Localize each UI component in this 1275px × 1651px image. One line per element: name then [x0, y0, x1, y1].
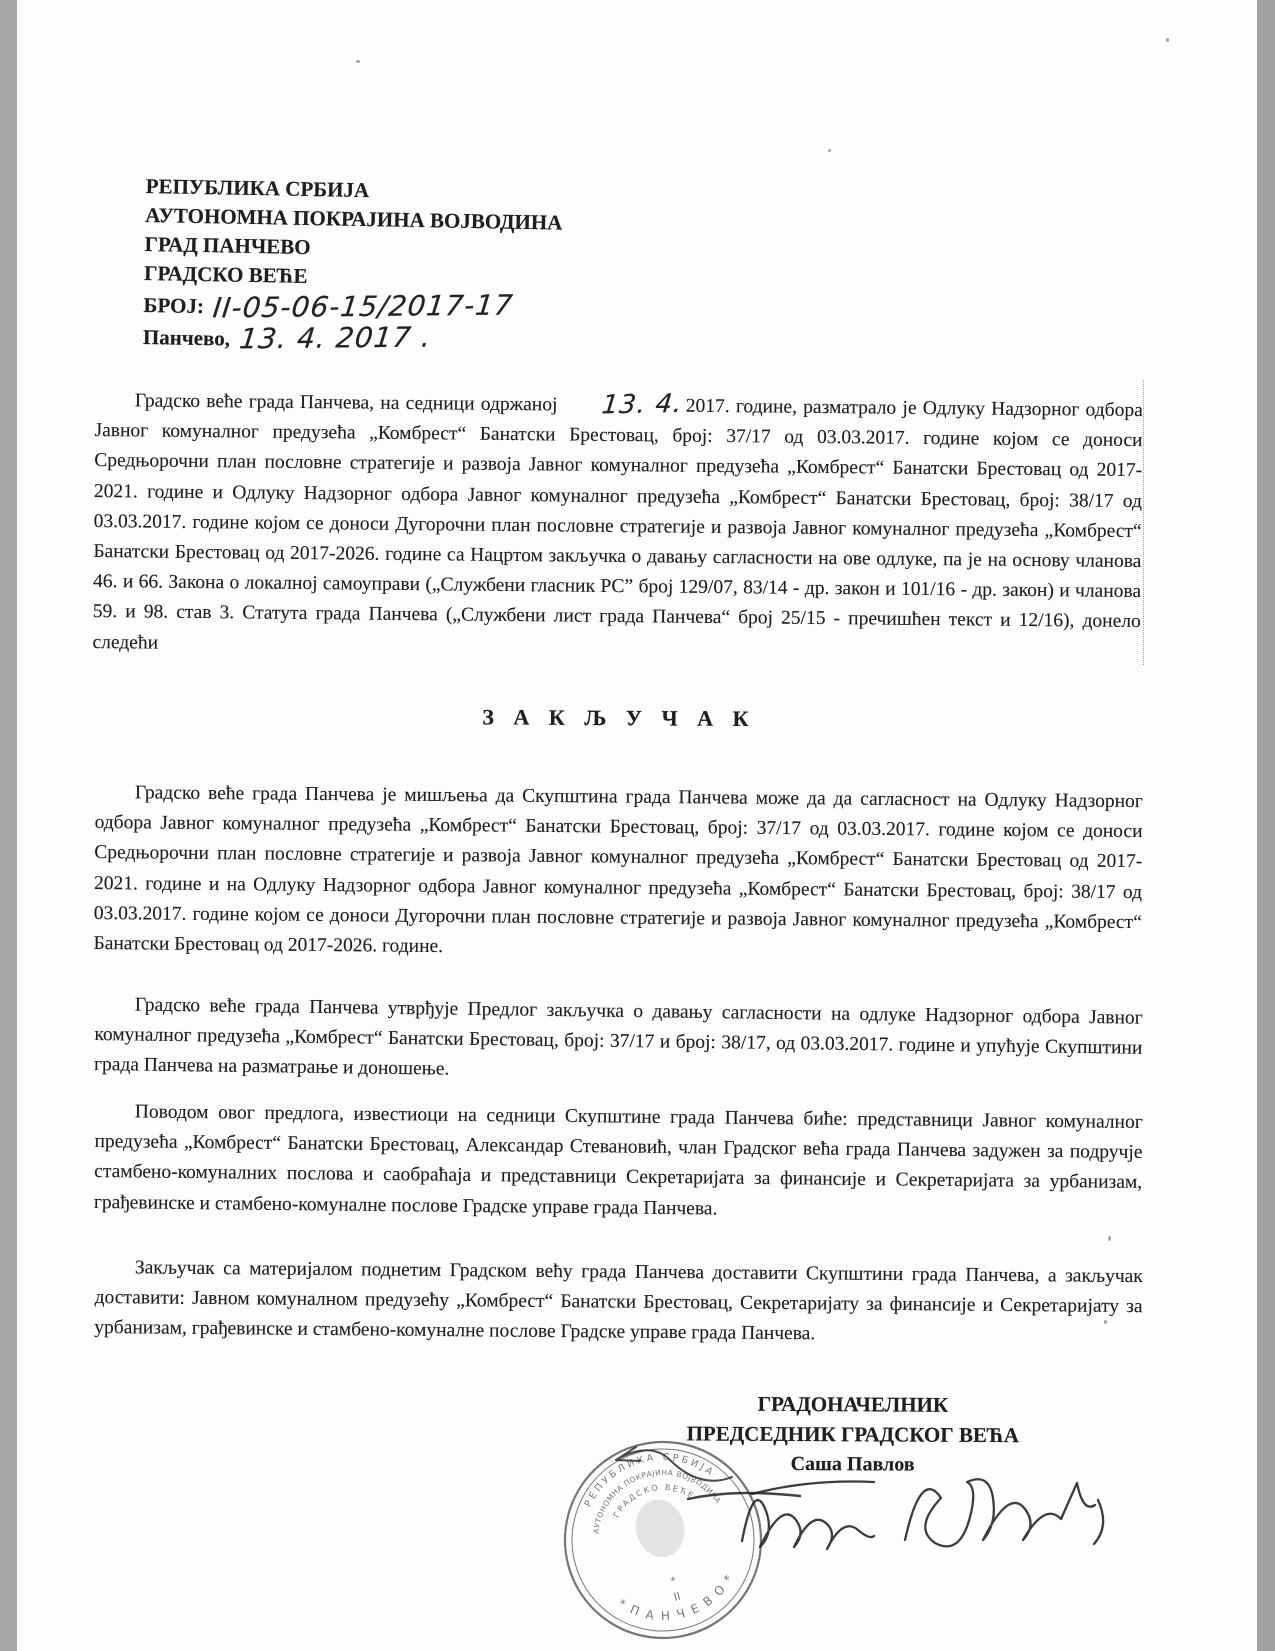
stamp-ring-middle-text: АУТОНОМНА ПОКРАЈИНА ВОЈВОДИНА: [591, 1467, 724, 1535]
paragraph-1-before: Градско веће града Панчева, на седници одржаној: [134, 390, 558, 416]
conclusion-heading: З А К Љ У Ч А К: [482, 704, 756, 732]
signer-title-mayor: ГРАДОНАЧЕЛНИК: [757, 1391, 949, 1417]
doc-number-label: БРОЈ:: [143, 292, 205, 319]
body-paragraph-4: Поводом овог предлога, известиоци на седници Скупштине града Панчева биће: представници Јавног комуналног предузећа „Комбрест“ Банатски Брестовац, Александар Стевановић, члан Градског већа града Панчева задужен за подручје стамбено-комуналних послова и саобраћаја и представници Секретаријата за финансије и Секретаријата за урбанизам, грађевинске и стамбено-комуналне послове Градске управе града Панчева.: [93, 1101, 1143, 1220]
doc-number-handwritten: II-05-06-15/2017-17: [211, 288, 516, 325]
date-handwritten: 13. 4. 2017 .: [237, 320, 434, 356]
scan-fold-line: [1143, 380, 1144, 665]
body-paragraph-3: Градско веће града Панчева утврђује Предлог закључка о давању сагласности на одлуке Надзорног одбора Јавног комуналног предузећа „Комбрест“ Банатски Брестовац, број: 37/17 и број: 38/17, од 03.03.2017. године и упућује Скупштини града Панчева на разматрање и доношење.: [93, 994, 1143, 1081]
stamp-bottom-text: * П А Н Ч Е В О *: [615, 1570, 737, 1624]
scan-speck: [1166, 38, 1169, 42]
svg-text:* П А Н Ч Е В О *: [613, 1569, 744, 1636]
stamp-numeral: II: [672, 1589, 682, 1604]
scan-edge-right: [1257, 0, 1275, 1651]
scan-speck: [828, 149, 831, 152]
scan-speck: [1108, 1236, 1111, 1241]
handwritten-signature: [742, 1479, 1103, 1549]
stamp-star: *: [669, 1574, 678, 1589]
signer-name: Саша Павлов: [790, 1452, 915, 1476]
letterhead-republic: РЕПУБЛИКА СРБИЈА: [145, 173, 370, 203]
body-paragraph-2: Градско веће града Панчева је мишљења да Скупштина града Панчева може да да сагласност на Одлуку Надзорног одбора Јавног комуналног предузећа „Комбрест“ Банатски Брестовац, број: 37/17 од 03.03.2017. године којом се доноси Средњорочни план пословне стратегије и развоја Јавног комуналног предузећа „Комбрест“ Банатски Брестовац од 2017-2021. године и на Одлуку Надзорног одбора Јавног комуналног предузећа „Комбрест“ Банатски Брестовац, број: 38/17 од 03.03.2017. године којом се доноси Дугорочни план пословне стратегије и развоја Јавног комуналног предузећа „Комбрест“ Банатски Брестовац од 2017-2026. године.: [93, 782, 1143, 958]
letterhead: [143, 172, 563, 360]
letterhead-council: ГРАДСКО ВЕЋЕ: [143, 260, 308, 288]
place-label: Панчево,: [142, 324, 231, 351]
letterhead-city: ГРАД ПАНЧЕВО: [144, 231, 311, 260]
paragraph-1-handwritten-date: 13. 4.: [599, 388, 684, 421]
stamp-ring-inner-text: ГРАДСКО ВЕЋЕ: [611, 1482, 697, 1520]
body-paragraph-1: [92, 385, 1143, 668]
svg-text:ГРАДСКО ВЕЋЕ: [607, 1474, 698, 1521]
scan-edge-left: [0, 0, 17, 1651]
signer-title-council-president: ПРЕДСЕДНИК ГРАДСКОГ ВЕЋА: [686, 1421, 1019, 1448]
stamp-coat-of-arms: [630, 1494, 691, 1562]
handwritten-underline-stroke: [688, 1493, 800, 1499]
signature-block: [606, 1388, 1100, 1481]
body-paragraph-5: Закључак са материјалом поднетим Градском већу града Панчева доставити Скупштини града Панчева, а закључак доставити: Јавном комуналном предузећу „Комбрест“ Банатски Брестовац, Секретаријату за финансије и Секретаријату за урбанизам, грађевинске и стамбено-комуналне послове Градске управе града Панчева.: [94, 1257, 1143, 1345]
stamp-ring-outer-text: РЕПУБЛИКА СРБИЈА: [582, 1451, 717, 1509]
scan-speck: [356, 60, 360, 63]
letterhead-province: АУТОНОМНА ПОКРАЈИНА ВОЈВОДИНА: [144, 202, 563, 235]
paragraph-1-after: 2017. године, разматрало је Одлуку Надзорног одбора Јавног комуналног предузећа „Комбрест“ Банатски Брестовац, број: 37/17 од 03.03.2017. године којом се доноси Средњорочни план пословне стратегије и развоја Јавног комуналног предузећа „Комбрест“ Банатски Брестовац од 2017-2021. године и Одлуку Надзорног одбора Јавног комуналног предузећа „Комбрест“ Банатски Брестовац, број: 38/17 од 03.03.2017. године којом се доноси Дугорочни план пословне стратегије и развоја Јавног комуналног предузећа „Комбрест“ Банатски Брестовац од 2017-2026. године са Нацртом закључка о давању сагласности на ове одлуке, па је на основу чланова 46. и 66. Закона о локалној самоуправи („Службени гласник РС” број 129/07, 83/14 - др. закон и 101/16 - др. закон) и чланова 59. и 98. став 3. Статута града Панчева („Службени лист града Панчева“ број 25/15 - пречишћен текст и 12/16), донело следећи: [92, 395, 1143, 654]
